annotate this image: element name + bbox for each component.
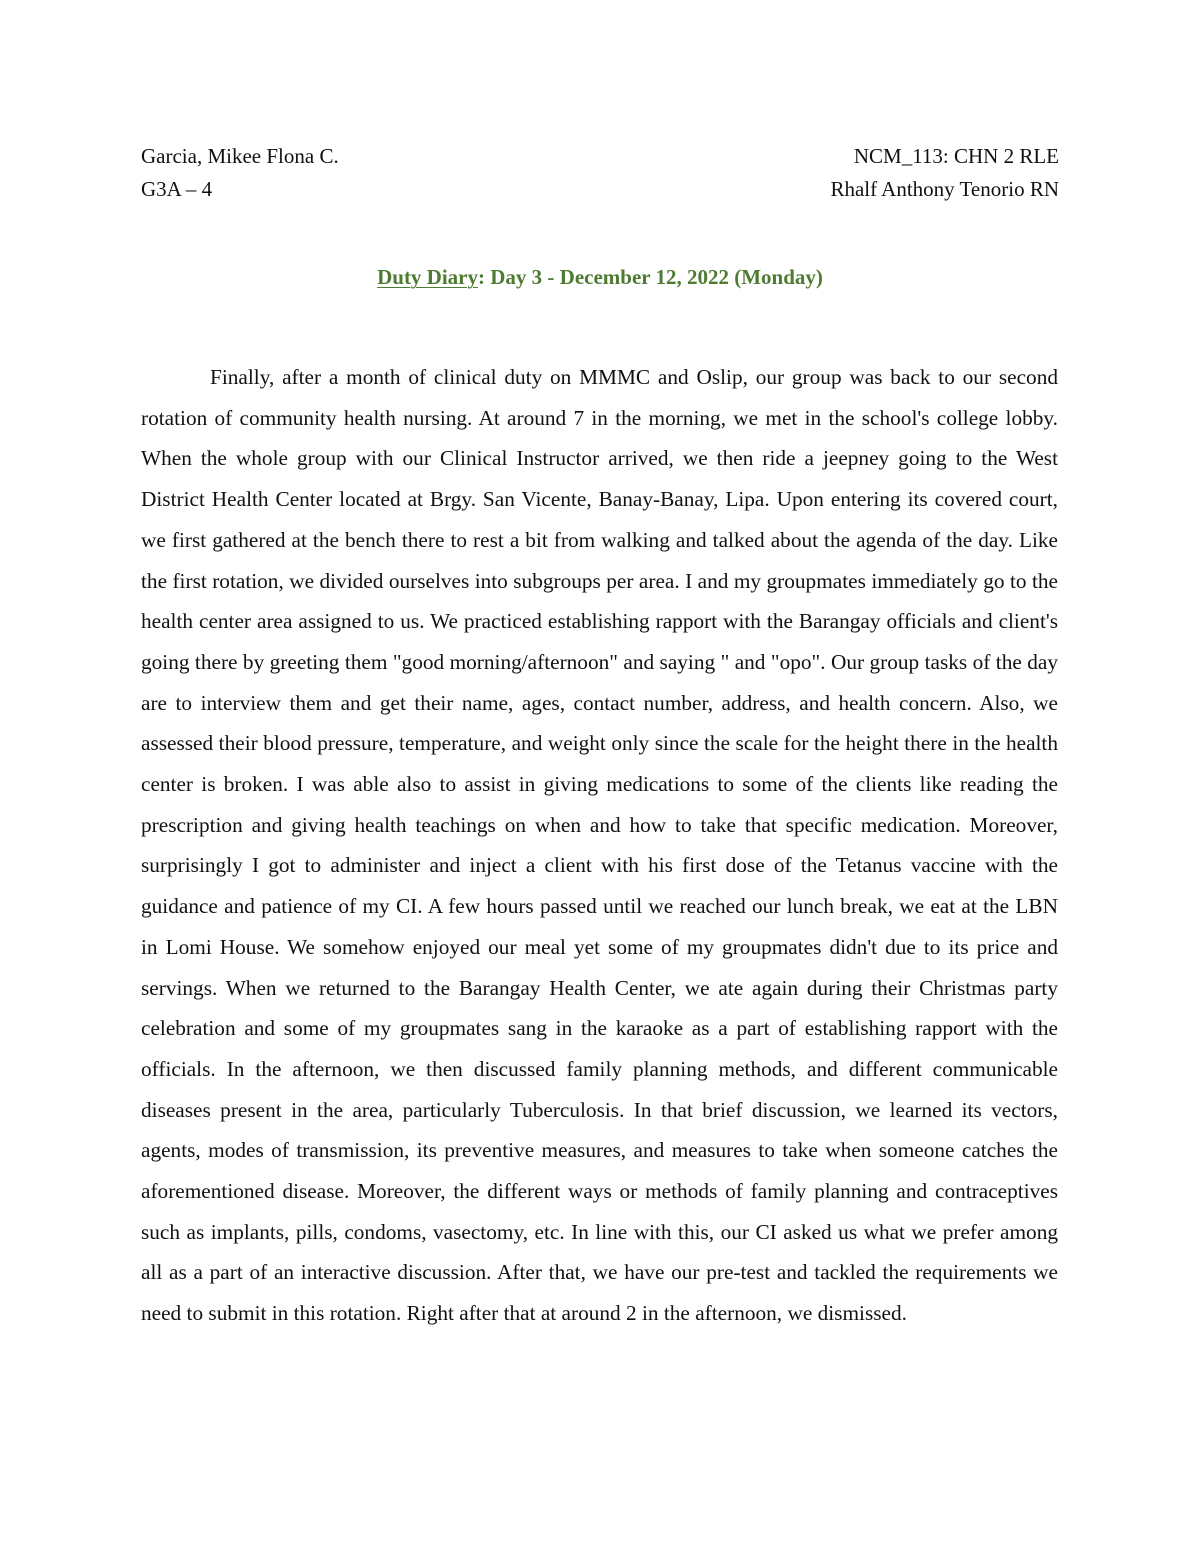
diary-paragraph: Finally, after a month of clinical duty on MMMC and Oslip, our group was back to our second rotation of community health nursing. At around 7 in the morning, we met in the school's college lobby. When the whole group with our Clinical Instructor arrived, we then ride a jeepney going to the West District Health Center located at Brgy. San Vicente, Banay-Banay, Lipa. Upon entering its covered court, we first gathered at the bench there to rest a bit from walking and talked about the agenda of the day. Like the first rotation, we divided ourselves into subgroups per area. I and my groupmates immediately go to the health center area assigned to us. We practiced establishing rapport with the Barangay officials and client's going there by greeting them "good morning/afternoon" and saying " and "opo". Our group tasks of the day are to interview them and get their name, ages, contact number, address, and health concern. Also, we assessed their blood pressure, temperature, and weight only since the scale for the height there in the health center is broken. I was able also to assist in giving medications to some of the clients like reading the prescription and giving health teachings on when and how to take that specific medication. Moreover, surprisingly I got to administer and inject a client with his first dose of the Tetanus vaccine with the guidance and patience of my CI. A few hours passed until we reached our lunch break, we eat at the LBN in Lomi House. We somehow enjoyed our meal yet some of my groupmates didn't due to its price and servings. When we returned to the Barangay Health Center, we ate again during their Christmas party celebration and some of my groupmates sang in the karaoke as a part of establishing rapport with the officials. In the afternoon, we then discussed family planning methods, and different communicable diseases present in the area, particularly Tuberculosis. In that brief discussion, we learned its vectors, agents, modes of transmission, its preventive measures, and measures to take when someone catches the aforementioned disease. Moreover, the different ways or methods of family planning and contraceptives such as implants, pills, condoms, vasectomy, etc. In line with this, our CI asked us what we prefer among all as a part of an interactive discussion. After that, we have our pre-test and tackled the requirements we need to submit in this rotation. Right after that at around 2 in the afternoon, we dismissed.: [141, 365, 1058, 1326]
header-row-1: [141, 140, 1059, 173]
document-title: [0, 262, 1200, 292]
title-label: Duty Diary: [377, 265, 479, 289]
course-code: NCM_113: CHN 2 RLE: [853, 144, 1059, 168]
student-name: Garcia, Mikee Flona C.: [141, 144, 339, 168]
document-header: [141, 140, 1059, 206]
section: G3A – 4: [141, 177, 213, 201]
title-colon: :: [478, 265, 486, 289]
instructor-name: Rhalf Anthony Tenorio RN: [830, 177, 1059, 201]
title-date: Day 3 - December 12, 2022 (Monday): [485, 265, 823, 289]
header-row-2: [141, 173, 1059, 206]
